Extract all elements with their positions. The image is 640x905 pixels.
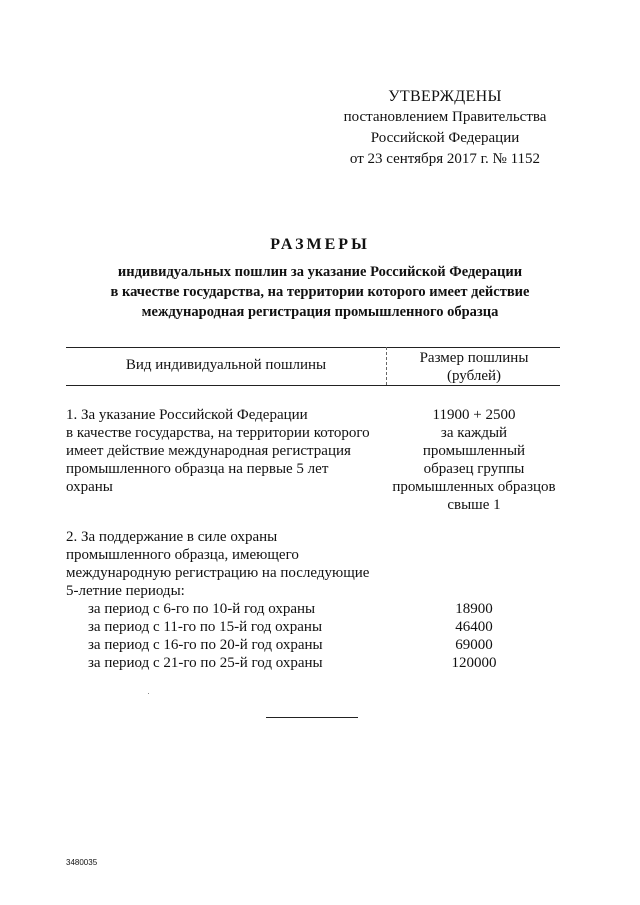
document-title: РАЗМЕРЫ [270,236,370,253]
row2-description [66,528,386,600]
row1-value-line: 11900 + 2500 [432,407,516,423]
approval-title: УТВЕРЖДЕНЫ [388,88,502,105]
approval-line: постановлением Правительства [343,109,547,125]
row2-line: 5-летние периоды: [66,583,185,599]
scan-speck [148,693,149,694]
subtitle-line: индивидуальных пошлин за указание Российской Федерации [117,264,523,280]
table-column-separator [386,347,387,385]
row2-line: международную регистрацию на последующие [66,565,370,581]
document-subtitle [80,262,560,322]
document-number: 3480035 [66,858,98,867]
subtitle-line: международная регистрация промышленного образца [141,304,499,320]
row1-line: охраны [66,479,113,495]
row1-value-line: свыше 1 [447,497,501,513]
row2-line: промышленного образца, имеющего [66,547,299,563]
header-line: (рублей) [446,368,502,384]
row1-line: в качестве государства, на территории которого [66,425,370,441]
row1-line: имеет действие международная регистрация [66,443,351,459]
column-header-fee-amount [388,349,560,385]
period-value: 18900 [455,601,493,617]
end-of-document-line [266,717,358,718]
approval-line: Российской Федерации [370,130,520,146]
row1-amount [388,406,560,514]
period-value: 46400 [455,619,493,635]
period-label: за период с 6-го по 10-й год охраны [88,601,316,617]
period-value: 69000 [455,637,493,653]
period-label: за период с 16-го по 20-й год охраны [88,637,323,653]
row1-value-line: промышленных образцов [392,479,556,495]
row1-line: 1. За указание Российской Федерации [66,407,308,423]
row2-line: 2. За поддержание в силе охраны [66,529,278,545]
subtitle-line: в качестве государства, на территории которого имеет действие [110,284,530,300]
period-value: 120000 [451,655,497,671]
approval-block [330,86,560,170]
period-label: за период с 21-го по 25-й год охраны [88,655,323,671]
table-top-rule [66,347,560,348]
row1-value-line: промышленный [422,443,526,459]
period-label: за период с 11-го по 15-й год охраны [88,619,323,635]
row1-line: промышленного образца на первые 5 лет [66,461,329,477]
approval-line: от 23 сентября 2017 г. № 1152 [349,151,541,167]
column-header-fee-type: Вид индивидуальной пошлины [125,357,327,373]
header-line: Размер пошлины [419,350,529,366]
row1-description [66,406,386,496]
table-header-rule [66,385,560,386]
row1-value-line: за каждый [440,425,508,441]
row1-value-line: образец группы [423,461,525,477]
